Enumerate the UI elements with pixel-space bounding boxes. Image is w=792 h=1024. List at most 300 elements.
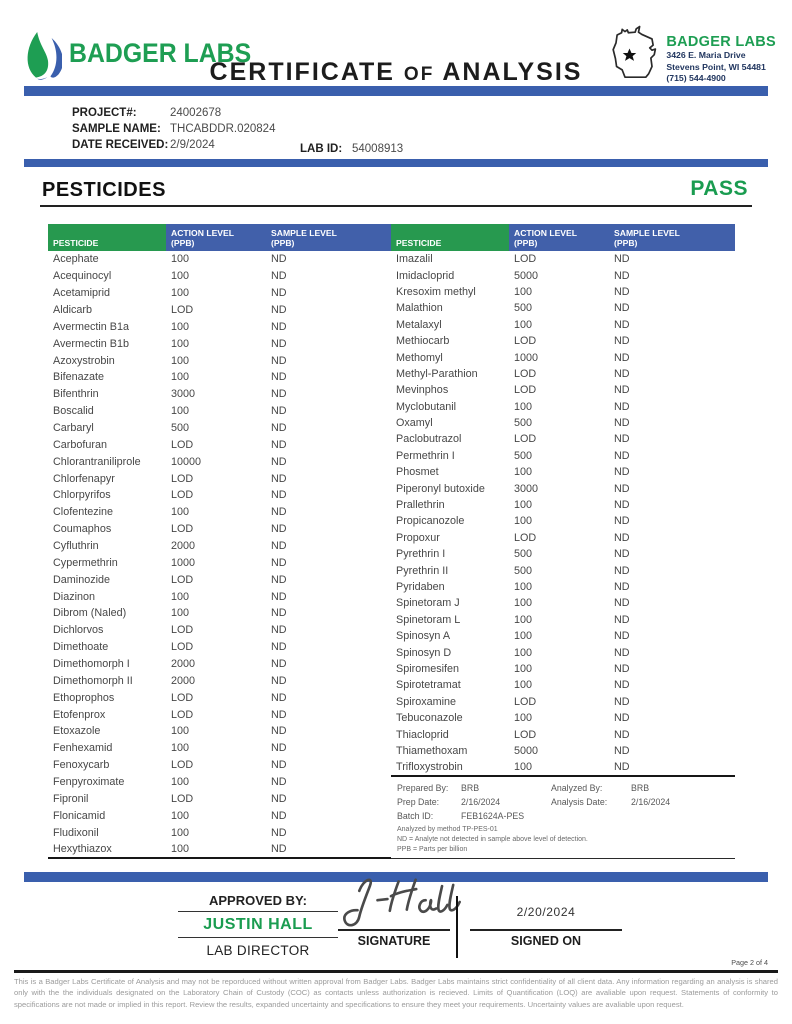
action-level-value: LOD: [514, 695, 537, 708]
pesticide-name: Acetamiprid: [53, 287, 111, 300]
pesticide-row: [48, 487, 391, 504]
action-level-value: LOD: [514, 531, 537, 544]
sample-level-value: ND: [271, 624, 287, 637]
pesticide-name: Acequinocyl: [53, 270, 112, 283]
action-level-value: LOD: [171, 573, 194, 586]
batch-id-value: FEB1624A-PES: [461, 810, 525, 821]
pesticide-name: Pyrethrin II: [396, 564, 449, 577]
sample-level-value: ND: [271, 438, 287, 451]
pesticide-row: [48, 841, 391, 858]
action-level-value: LOD: [171, 523, 194, 536]
pesticide-name: Propoxur: [396, 531, 440, 544]
pesticide-row: [48, 672, 391, 689]
prepared-by-label: Prepared By:: [397, 782, 449, 793]
pesticide-row: [48, 807, 391, 824]
action-level-value: LOD: [171, 691, 194, 704]
sample-level-value: ND: [614, 318, 630, 331]
table-header-row: [391, 224, 735, 251]
pesticide-row: [48, 504, 391, 521]
pesticide-row: [391, 530, 735, 546]
pesticide-name: Dimethoate: [53, 641, 109, 654]
pesticide-name: Bifenazate: [53, 371, 105, 384]
footer-disclaimer: This is a Badger Labs Certificate of Analysis and may not be reporduced without written approval from Badger Labs. Badger Labs maintains strict confidentiality of all client data. Any information regarding an analysis is shared only with the the individuals designated on the Laboratory Chain of Custody (COC) as contacts unless authorization is recieved. Limits of Quantification (LOQ) are avaliable upon request. Statements of conformity to specifications are not made or implied in this report. Review the results, expanded uncertainty and specifications to ensure they meet your requirements. Uncertainty values are avaliable upon request.: [14, 977, 778, 1009]
pesticide-row: [391, 562, 735, 578]
pesticide-row: [391, 759, 735, 775]
action-level-value: LOD: [171, 759, 194, 772]
sample-level-value: ND: [614, 466, 630, 479]
pesticide-name: Aldicarb: [53, 304, 93, 316]
pesticide-row: [391, 497, 735, 513]
action-level-value: 100: [171, 270, 190, 283]
action-level-value: 100: [171, 287, 190, 300]
pesticide-name: Diazinon: [53, 590, 96, 603]
sample-level-value: ND: [271, 253, 287, 266]
pesticide-row: [48, 386, 391, 403]
sample-level-value: ND: [614, 728, 630, 741]
pesticide-name: Prallethrin: [396, 499, 445, 512]
signed-on-line: [470, 929, 622, 931]
pesticide-row: [48, 791, 391, 808]
signature-line: [338, 929, 450, 931]
pesticide-name: Trifloxystrobin: [396, 760, 463, 773]
action-level-value: LOD: [514, 367, 537, 380]
sample-level-value: ND: [614, 400, 630, 413]
pesticide-row: [391, 349, 735, 365]
action-level-value: 500: [514, 564, 533, 577]
pesticide-tables: [48, 224, 736, 859]
action-level-value: 100: [514, 515, 533, 528]
pesticide-name: Propicanozole: [396, 515, 465, 528]
sample-level-value: ND: [271, 371, 287, 384]
sample-level-value: ND: [614, 499, 630, 512]
action-level-value: 100: [171, 742, 190, 755]
action-level-value: 100: [514, 613, 533, 626]
pesticide-name: Spinosyn A: [396, 630, 451, 643]
action-level-value: 100: [171, 590, 190, 603]
pesticide-row: [48, 740, 391, 757]
sample-name-value: THCABDDR.020824: [170, 123, 276, 135]
sample-level-value: ND: [271, 742, 287, 755]
pesticide-row: [48, 369, 391, 386]
sample-level-value: ND: [271, 708, 287, 721]
sample-level-value: ND: [271, 573, 287, 586]
pesticide-row: [391, 431, 735, 447]
sample-level-value: ND: [271, 826, 287, 839]
pesticide-name: Daminozide: [53, 573, 111, 586]
action-level-value: 2000: [171, 658, 196, 671]
pesticide-table-right: [391, 224, 735, 777]
sample-level-value: ND: [614, 335, 630, 348]
pesticide-name: Paclobutrazol: [396, 433, 462, 446]
title-part: ANALYSIS: [442, 58, 583, 86]
sample-level-value: ND: [271, 388, 287, 401]
signed-on-label: SIGNED ON: [510, 934, 582, 948]
sample-level-value: ND: [614, 449, 630, 462]
pesticide-row: [48, 352, 391, 369]
action-level-value: LOD: [171, 489, 194, 502]
sample-level-value: ND: [271, 337, 287, 350]
action-level-value: 2000: [171, 540, 196, 553]
pesticide-name: Cyfluthrin: [53, 540, 99, 553]
action-level-value: 100: [514, 466, 533, 479]
sample-level-value: ND: [271, 287, 287, 300]
sample-level-column-header: SAMPLE LEVEL (PPB): [266, 224, 391, 251]
pesticide-name: Thiamethoxam: [396, 744, 468, 757]
sample-level-value: ND: [614, 548, 630, 561]
pesticide-name: Chlorantraniliprole: [53, 455, 141, 468]
divider-bar-info: [24, 159, 768, 167]
lab-address-line1: 3426 E. Maria Drive: [666, 50, 746, 60]
pesticide-row: [391, 628, 735, 644]
action-level-value: 100: [171, 506, 190, 519]
action-level-value: LOD: [514, 433, 537, 446]
action-level-column-header: ACTION LEVEL (PPB): [509, 224, 609, 251]
approved-by-block: [178, 893, 338, 958]
signed-on-date: 2/20/2024: [516, 905, 576, 919]
pesticide-name: Flonicamid: [53, 809, 106, 822]
pesticide-name: Permethrin I: [396, 449, 455, 462]
action-level-value: 100: [514, 597, 533, 610]
sample-level-value: ND: [271, 320, 287, 333]
batch-id-label: Batch ID:: [397, 810, 434, 821]
wisconsin-map-icon: [607, 22, 661, 84]
pesticide-name: Pyrethrin I: [396, 548, 446, 561]
pesticide-row: [48, 538, 391, 555]
analyzed-by-value: BRB: [631, 782, 650, 793]
sample-level-value: ND: [271, 674, 287, 687]
sample-level-value: ND: [271, 759, 287, 772]
title-of: OF: [403, 64, 435, 85]
pesticide-name: Imidacloprid: [396, 269, 455, 282]
sample-level-value: ND: [614, 351, 630, 364]
sample-level-value: ND: [614, 384, 630, 397]
pesticide-name: Mevinphos: [396, 384, 449, 397]
analysis-date-label: Analysis Date:: [551, 796, 608, 807]
action-level-value: 100: [514, 712, 533, 725]
pesticide-row: [48, 571, 391, 588]
pesticide-name: Clofentezine: [53, 506, 114, 519]
pesticide-name: Kresoxim methyl: [396, 285, 476, 298]
action-level-value: 100: [171, 253, 190, 266]
sample-level-value: ND: [271, 523, 287, 536]
action-level-value: 100: [171, 809, 190, 822]
pesticide-name: Carbaryl: [53, 422, 94, 435]
pesticide-name: Spinetoram J: [396, 597, 460, 610]
pesticide-name: Dimethomorph II: [53, 674, 133, 687]
pesticide-name: Tebuconazole: [396, 712, 463, 725]
sample-level-value: ND: [271, 304, 287, 316]
pesticide-row: [48, 774, 391, 791]
action-level-value: 3000: [171, 388, 196, 401]
pesticide-name: Bifenthrin: [53, 388, 99, 401]
title-part: CERTIFICATE: [209, 58, 395, 86]
pesticide-row: [48, 639, 391, 656]
pesticide-row: [48, 335, 391, 352]
pesticide-row: [391, 661, 735, 677]
pesticide-row: [48, 588, 391, 605]
pesticide-row: [391, 333, 735, 349]
action-level-value: 100: [171, 320, 190, 333]
pesticide-name: Imazalil: [396, 253, 433, 266]
pesticide-name: Phosmet: [396, 466, 439, 479]
sample-level-value: ND: [271, 725, 287, 738]
pesticide-row: [48, 251, 391, 268]
pesticide-name: Dibrom (Naled): [53, 607, 127, 620]
pesticide-row: [48, 757, 391, 774]
action-level-value: 100: [171, 843, 190, 856]
action-level-value: 1000: [514, 351, 539, 364]
action-level-value: LOD: [514, 728, 537, 741]
action-level-value: 100: [171, 371, 190, 384]
sample-name-label: SAMPLE NAME:: [72, 123, 161, 135]
pesticide-name: Metalaxyl: [396, 318, 442, 331]
pesticide-row: [48, 605, 391, 622]
sample-level-value: ND: [271, 472, 287, 485]
pesticide-row: [48, 470, 391, 487]
pesticide-name: Etoxazole: [53, 725, 101, 738]
sample-level-value: ND: [271, 590, 287, 603]
signature-image: [327, 866, 462, 938]
pesticide-row: [48, 521, 391, 538]
sample-level-value: ND: [271, 607, 287, 620]
sample-level-value: ND: [614, 613, 630, 626]
method-note: Analyzed by method TP-PES-01: [397, 825, 498, 833]
analysis-date-value: 2/16/2024: [631, 796, 671, 807]
pesticide-name: Chlorfenapyr: [53, 472, 115, 485]
section-underline: [40, 205, 752, 207]
pesticide-row: [48, 268, 391, 285]
pesticide-row: [391, 251, 735, 267]
pesticide-name: Spinetoram L: [396, 613, 461, 626]
action-level-value: LOD: [514, 384, 537, 397]
action-level-value: LOD: [171, 472, 194, 485]
lab-id-label: LAB ID:: [300, 143, 343, 155]
pesticide-row: [391, 579, 735, 595]
sample-level-value: ND: [271, 506, 287, 519]
action-level-value: 100: [171, 405, 190, 418]
table-header-row: [48, 224, 391, 251]
pesticide-name: Azoxystrobin: [53, 354, 115, 367]
pesticide-name: Boscalid: [53, 405, 94, 418]
pesticide-row: [391, 267, 735, 283]
pesticide-name: Dimethomorph I: [53, 658, 130, 671]
pesticide-row: [48, 318, 391, 335]
pesticide-row: [391, 366, 735, 382]
sample-level-value: ND: [614, 482, 630, 495]
action-level-value: 5000: [514, 744, 539, 757]
pesticide-row: [391, 382, 735, 398]
sample-level-value: ND: [614, 417, 630, 430]
pesticide-name: Piperonyl butoxide: [396, 482, 485, 495]
section-title: PESTICIDES: [42, 179, 166, 201]
sample-level-value: ND: [271, 776, 287, 789]
pesticide-row: [48, 656, 391, 673]
pesticide-row: [391, 480, 735, 496]
ppb-definition-note: PPB = Parts per billion: [397, 845, 468, 853]
action-level-value: LOD: [171, 624, 194, 637]
pesticide-name: Spirotetramat: [396, 679, 461, 692]
pesticide-row: [48, 420, 391, 437]
pesticide-row: [391, 612, 735, 628]
sample-level-value: ND: [614, 302, 630, 315]
pesticide-name: Hexythiazox: [53, 843, 112, 856]
sample-level-value: ND: [614, 630, 630, 643]
pesticide-name: Avermectin B1b: [53, 337, 130, 350]
pesticide-name: Etofenprox: [53, 708, 106, 721]
pesticide-name: Chlorpyrifos: [53, 489, 111, 502]
pesticide-row: [48, 706, 391, 723]
pesticide-row: [48, 824, 391, 841]
pesticide-row: [391, 694, 735, 710]
pesticide-row: [391, 513, 735, 529]
pesticide-row: [391, 464, 735, 480]
lab-address-line2: Stevens Point, WI 54481: [666, 61, 766, 72]
pesticide-row: [48, 285, 391, 302]
action-level-value: 100: [171, 826, 190, 839]
approval-divider: [456, 896, 458, 958]
lab-address-block: [607, 22, 776, 85]
sample-level-value: ND: [271, 641, 287, 654]
pesticide-row: [48, 554, 391, 571]
analyzed-by-label: Analyzed By:: [551, 782, 603, 793]
action-level-value: LOD: [171, 708, 194, 721]
action-level-value: LOD: [171, 438, 194, 451]
action-level-value: LOD: [171, 792, 194, 805]
action-level-value: 100: [171, 607, 190, 620]
sample-level-value: ND: [614, 712, 630, 725]
pesticide-row: [391, 415, 735, 431]
sample-level-value: ND: [614, 679, 630, 692]
pesticide-row: [391, 743, 735, 759]
action-level-value: LOD: [514, 335, 537, 348]
pesticide-name: Myclobutanil: [396, 400, 457, 413]
pesticide-name: Thiacloprid: [396, 728, 449, 741]
pesticide-name: Acephate: [53, 253, 99, 266]
date-received-label: DATE RECEIVED:: [72, 139, 169, 151]
action-level-value: 500: [514, 302, 533, 315]
sample-level-value: ND: [614, 744, 630, 757]
sample-level-value: ND: [271, 455, 287, 468]
action-level-column-header: ACTION LEVEL (PPB): [166, 224, 266, 251]
sample-level-value: ND: [271, 556, 287, 569]
pesticide-table-left: [48, 224, 391, 859]
pesticide-name: Fipronil: [53, 792, 89, 805]
pesticide-name: Fenhexamid: [53, 742, 113, 755]
sample-level-value: ND: [271, 354, 287, 367]
pesticide-column-header: PESTICIDE: [48, 224, 166, 251]
pesticide-row: [391, 710, 735, 726]
action-level-value: 100: [514, 400, 533, 413]
project-value: 24002678: [170, 107, 222, 119]
pesticide-name: Spiromesifen: [396, 662, 460, 675]
action-level-value: 100: [514, 581, 533, 593]
action-level-value: 100: [514, 679, 533, 692]
footer-rule: [14, 970, 778, 973]
pesticide-row: [391, 677, 735, 693]
action-level-value: 3000: [514, 482, 539, 495]
pesticide-row: [391, 546, 735, 562]
pesticide-name: Pyridaben: [396, 581, 445, 593]
pesticide-name: Fludixonil: [53, 826, 99, 839]
pesticide-row: [391, 317, 735, 333]
pesticide-name: Spinosyn D: [396, 646, 452, 659]
action-level-value: LOD: [171, 304, 194, 316]
action-level-value: 100: [171, 337, 190, 350]
prep-date-label: Prep Date:: [397, 796, 440, 807]
pesticide-name: Malathion: [396, 302, 443, 315]
pesticide-name: Fenpyroximate: [53, 776, 125, 789]
signature-label: SIGNATURE: [357, 934, 431, 948]
pesticide-name: Ethoprophos: [53, 691, 115, 704]
action-level-value: 500: [514, 449, 533, 462]
sample-level-value: ND: [271, 540, 287, 553]
action-level-value: 10000: [171, 455, 202, 468]
prepared-by-value: BRB: [461, 782, 480, 793]
pesticide-row: [48, 622, 391, 639]
approver-title: LAB DIRECTOR: [206, 943, 310, 958]
pesticide-row: [48, 723, 391, 740]
sample-level-value: ND: [614, 646, 630, 659]
pesticide-row: [48, 403, 391, 420]
pesticide-row: [391, 644, 735, 660]
sample-level-value: ND: [271, 843, 287, 856]
pesticide-name: Methomyl: [396, 351, 443, 364]
pesticide-row: [48, 302, 391, 319]
pesticide-name: Carbofuran: [53, 438, 108, 451]
pesticide-row: [391, 726, 735, 742]
action-level-value: 100: [514, 760, 533, 773]
prep-date-value: 2/16/2024: [461, 796, 501, 807]
sample-level-value: ND: [271, 792, 287, 805]
sample-level-value: ND: [271, 658, 287, 671]
sample-level-value: ND: [614, 515, 630, 528]
sample-level-value: ND: [614, 760, 630, 773]
page-number: Page 2 of 4: [731, 958, 768, 967]
sample-level-value: ND: [614, 531, 630, 544]
date-received-value: 2/9/2024: [170, 139, 215, 151]
action-level-value: LOD: [514, 253, 537, 266]
pesticide-name: Fenoxycarb: [53, 759, 110, 772]
pesticide-name: Coumaphos: [53, 523, 112, 536]
analysis-info-box: [391, 777, 735, 860]
pesticide-name: Methiocarb: [396, 335, 450, 348]
pesticide-row: [48, 453, 391, 470]
pass-badge: PASS: [690, 177, 748, 200]
pesticide-row: [391, 448, 735, 464]
action-level-value: 100: [514, 646, 533, 659]
approved-by-label: APPROVED BY:: [178, 893, 338, 912]
action-level-value: 100: [171, 354, 190, 367]
action-level-value: 100: [514, 630, 533, 643]
pesticide-name: Dichlorvos: [53, 624, 104, 637]
action-level-value: 2000: [171, 674, 196, 687]
pesticide-name: Cypermethrin: [53, 556, 118, 569]
sample-level-value: ND: [271, 691, 287, 704]
action-level-value: LOD: [171, 641, 194, 654]
sample-level-value: ND: [614, 433, 630, 446]
pesticide-row: [391, 399, 735, 415]
sample-level-value: ND: [271, 422, 287, 435]
lab-phone: (715) 544-4900: [666, 73, 726, 84]
sample-level-value: ND: [614, 269, 630, 282]
action-level-value: 100: [514, 318, 533, 331]
sample-level-value: ND: [271, 405, 287, 418]
pesticide-row: [48, 689, 391, 706]
nd-definition-note: ND = Analyte not detected in sample above level of detection.: [397, 835, 588, 843]
sample-level-value: ND: [271, 809, 287, 822]
action-level-value: 5000: [514, 269, 539, 282]
sample-level-value: ND: [614, 367, 630, 380]
